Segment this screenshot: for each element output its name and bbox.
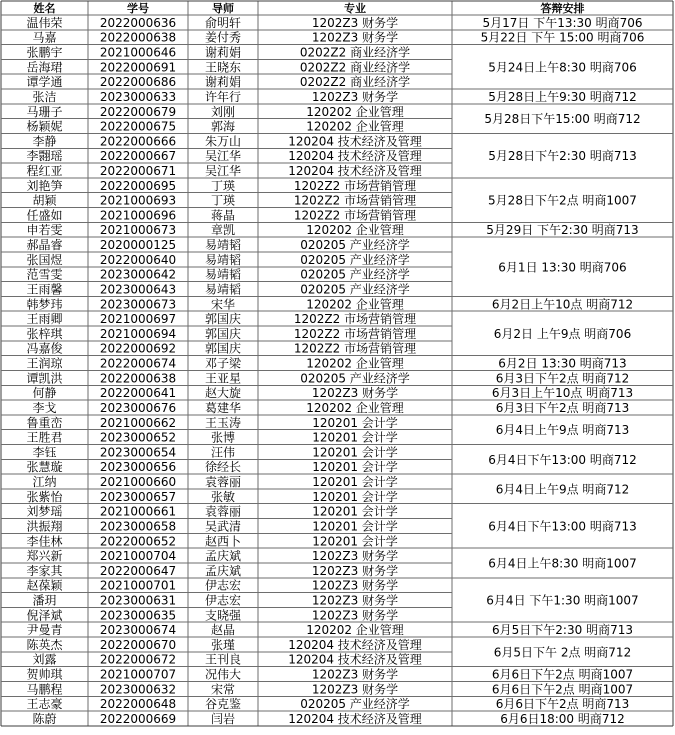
student-id: 2023000674 — [99, 623, 177, 638]
major: 0202Z2 商业经济学 — [299, 60, 411, 75]
student-id: 2022000671 — [99, 164, 177, 179]
student-id: 2022000692 — [99, 341, 177, 356]
student-name: 王润琼 — [26, 356, 63, 371]
table-row — [26, 415, 397, 430]
defense-arrangement: 6月6日18:00 明商712 — [500, 711, 625, 726]
student-id: 2021000694 — [99, 326, 177, 341]
table-row — [26, 667, 398, 682]
major: 120204 技术经济及管理 — [288, 164, 422, 179]
defense-arrangement: 5月28日下午2:30 明商713 — [488, 149, 637, 164]
table-row — [26, 622, 403, 637]
student-name: 范雪雯 — [26, 267, 63, 282]
advisor-name: 郭海 — [210, 119, 236, 134]
table-row — [26, 281, 409, 296]
advisor-name: 王刊良 — [204, 652, 242, 667]
advisor-name: 章凯 — [210, 223, 236, 238]
student-name: 李静 — [32, 134, 57, 149]
student-name: 洪振翔 — [26, 519, 63, 534]
student-id: 2022000686 — [99, 75, 177, 90]
student-id: 2023000657 — [99, 489, 177, 504]
student-name: 马嘉 — [32, 30, 57, 45]
defense-arrangement: 5月28日上午9:30 明商712 — [488, 89, 637, 104]
advisor-name: 孟庆斌 — [204, 563, 242, 578]
table-row — [26, 696, 409, 711]
major: 1202Z3 财务学 — [311, 386, 399, 401]
table-row — [26, 370, 409, 385]
student-id: 2023000633 — [99, 89, 177, 104]
major: 1202Z2 市场营销管理 — [293, 312, 417, 327]
student-id: 2023000676 — [99, 400, 177, 415]
advisor-name: 谢莉娟 — [204, 75, 242, 90]
student-name: 谭学通 — [26, 75, 63, 90]
defense-arrangement: 5月22日 下午 15:00 明商706 — [480, 30, 645, 45]
student-name: 倪泽斌 — [26, 608, 63, 623]
major: 020205 产业经济学 — [300, 252, 410, 267]
student-id: 2023000658 — [99, 519, 177, 534]
student-name: 郑兴新 — [26, 549, 63, 564]
major: 1202Z2 市场营销管理 — [293, 178, 417, 193]
major: 1202Z2 市场营销管理 — [293, 326, 417, 341]
defense-arrangement: 5月28日下午15:00 明商712 — [484, 112, 641, 127]
advisor-name: 汪伟 — [210, 445, 236, 460]
student-name: 杨颖妮 — [26, 119, 63, 134]
table-row — [26, 45, 410, 60]
major: 1202Z2 市场营销管理 — [293, 341, 417, 356]
student-id: 2023000635 — [99, 608, 177, 623]
student-id: 2021000704 — [99, 549, 177, 564]
advisor-name: 孟庆斌 — [204, 549, 242, 564]
table-row — [26, 578, 398, 593]
header-name: 姓名 — [33, 2, 56, 15]
table-row — [26, 311, 416, 326]
major: 120202 企业管理 — [306, 356, 404, 371]
advisor-name: 况伟大 — [204, 667, 242, 682]
student-id: 2022000675 — [99, 119, 177, 134]
major: 120202 企业管理 — [306, 119, 404, 134]
defense-arrangement: 6月5日下午 2点 明商712 — [493, 645, 632, 660]
student-id: 2023000632 — [99, 682, 177, 697]
student-name: 程红亚 — [26, 164, 63, 179]
student-name: 李戈 — [32, 400, 57, 415]
major: 120201 会计学 — [312, 430, 398, 445]
student-id: 2022000648 — [99, 697, 177, 712]
advisor-name: 葛建华 — [204, 400, 242, 415]
major: 0202Z2 商业经济学 — [299, 75, 411, 90]
table-row — [26, 178, 416, 193]
advisor-name: 刘刚 — [210, 104, 236, 119]
advisor-name: 谢莉娟 — [204, 45, 242, 60]
defense-arrangement: 6月3日下午2点 明商712 — [495, 371, 630, 386]
table-row — [26, 326, 416, 341]
advisor-name: 俞明轩 — [204, 15, 242, 30]
student-id: 2022000647 — [99, 563, 177, 578]
defense-arrangement: 5月17日 下午13:30 明商706 — [482, 15, 643, 30]
advisor-name: 吴江华 — [204, 164, 242, 179]
student-name: 岳海珺 — [26, 60, 63, 75]
defense-arrangement: 6月6日下午2点 明商1007 — [491, 667, 634, 682]
major: 1202Z3 财务学 — [311, 89, 399, 104]
table-row — [26, 104, 403, 119]
table-row — [26, 222, 403, 237]
student-id: 2022000636 — [99, 15, 177, 30]
student-id: 2022000679 — [99, 104, 177, 119]
defense-arrangement: 6月4日 下午1:30 明商1007 — [486, 593, 639, 608]
major: 1202Z3 财务学 — [311, 549, 399, 564]
student-id: 2023000673 — [99, 297, 177, 312]
student-id: 2022000667 — [99, 149, 177, 164]
advisor-name: 蒋晶 — [210, 208, 236, 223]
defense-arrangement: 6月2日上午10点 明商712 — [491, 297, 634, 312]
table-row — [26, 296, 403, 311]
major: 1202Z3 财务学 — [311, 30, 399, 45]
student-id: 2022000666 — [99, 134, 177, 149]
student-name: 刘露 — [32, 652, 57, 667]
student-name: 张梓琪 — [26, 326, 63, 341]
student-id: 2023000642 — [99, 267, 177, 282]
student-name: 王雨卿 — [26, 312, 63, 327]
student-name: 刘梦瑶 — [26, 504, 63, 519]
header-arrangement: 答辩安排 — [540, 2, 585, 15]
student-id: 2022000672 — [99, 652, 177, 667]
major: 120202 企业管理 — [306, 104, 404, 119]
major: 1202Z3 财务学 — [311, 15, 399, 30]
major: 120204 技术经济及管理 — [288, 637, 422, 652]
student-id: 2021000661 — [99, 504, 177, 519]
major: 120204 技术经济及管理 — [288, 711, 422, 726]
student-name: 马鹏程 — [26, 682, 63, 697]
student-id: 2021000693 — [99, 193, 177, 208]
advisor-name: 吴江华 — [204, 149, 242, 164]
table-row — [32, 30, 398, 45]
table-row — [26, 459, 397, 474]
table-row — [26, 252, 409, 267]
student-name: 任盛如 — [26, 208, 63, 223]
advisor-name: 丁瑛 — [210, 193, 236, 208]
advisor-name: 朱万山 — [204, 134, 242, 149]
major: 020205 产业经济学 — [300, 371, 410, 386]
table-row — [26, 563, 398, 578]
defense-arrangement: 6月4日下午13:00 明商712 — [488, 452, 637, 467]
major: 120201 会计学 — [312, 475, 398, 490]
major: 020205 产业经济学 — [300, 282, 410, 297]
major: 120204 技术经济及管理 — [288, 652, 422, 667]
student-id: 2022000691 — [99, 60, 177, 75]
table-row — [32, 133, 421, 148]
advisor-name: 张博 — [210, 430, 236, 445]
table-row — [32, 474, 397, 489]
major: 020205 产业经济学 — [300, 238, 410, 253]
table-row — [26, 119, 403, 134]
student-id: 2021000707 — [99, 667, 177, 682]
student-name: 谭凯洪 — [26, 371, 63, 386]
table-row — [26, 681, 398, 696]
table-row — [26, 489, 397, 504]
student-id: 2022000638 — [99, 371, 177, 386]
table-row — [32, 444, 397, 459]
defense-arrangement: 6月2日 13:30 明商713 — [498, 356, 627, 371]
table-row — [26, 430, 397, 445]
student-id: 2021000673 — [99, 223, 177, 238]
student-name: 刘艳笋 — [26, 178, 63, 193]
advisor-name: 张敏 — [210, 489, 236, 504]
student-id: 2023000643 — [99, 282, 177, 297]
student-name: 冯嘉俊 — [26, 341, 63, 356]
table-row — [32, 652, 421, 667]
student-name: 贺帅琪 — [26, 667, 63, 682]
table-row — [26, 163, 421, 178]
student-name: 江纳 — [32, 475, 57, 490]
student-name: 陈蔚 — [32, 711, 57, 726]
advisor-name: 赵西卜 — [204, 534, 242, 549]
table-row — [26, 504, 397, 519]
major: 120202 企业管理 — [306, 223, 404, 238]
table-header — [34, 1, 585, 15]
major: 1202Z3 财务学 — [311, 578, 399, 593]
table-row — [26, 637, 421, 652]
student-name: 李佳林 — [26, 534, 63, 549]
defense-arrangement: 6月2日 上午9点 明商706 — [493, 326, 632, 341]
advisor-name: 袁蓉丽 — [204, 504, 242, 519]
advisor-name: 郭国庆 — [204, 341, 242, 356]
major: 0202Z2 商业经济学 — [299, 45, 411, 60]
major: 1202Z3 财务学 — [311, 608, 399, 623]
defense-arrangement: 6月6日下午2点 明商713 — [495, 697, 630, 712]
table-row — [26, 607, 398, 622]
major: 1202Z2 市场营销管理 — [293, 208, 417, 223]
advisor-name: 伊志宏 — [204, 578, 242, 593]
advisor-name: 易靖韬 — [204, 252, 242, 267]
advisor-name: 王亚星 — [204, 371, 242, 386]
student-id: 2021000696 — [99, 208, 177, 223]
student-id: 2022000669 — [99, 711, 177, 726]
student-name: 温伟荣 — [26, 15, 63, 30]
header-major: 专业 — [344, 2, 366, 15]
advisor-name: 易靖韬 — [204, 282, 242, 297]
student-name: 张慧璇 — [26, 460, 63, 475]
student-name: 申若雯 — [26, 223, 63, 238]
advisor-name: 谷克鉴 — [204, 697, 242, 712]
table-row — [26, 356, 403, 371]
defense-arrangement: 6月1日 13:30 明商706 — [498, 260, 627, 275]
table-row — [26, 59, 410, 74]
advisor-name: 王晓东 — [204, 60, 242, 75]
major: 120202 企业管理 — [306, 400, 404, 415]
table-row — [26, 518, 397, 533]
header-student-id: 学号 — [127, 2, 149, 15]
defense-arrangement: 5月24日上午8:30 明商706 — [488, 60, 637, 75]
advisor-name: 徐经长 — [204, 460, 242, 475]
major: 120201 会计学 — [312, 489, 398, 504]
advisor-name: 张瑾 — [210, 637, 236, 652]
student-id: 2023000631 — [99, 593, 177, 608]
student-id: 2023000652 — [99, 430, 177, 445]
student-name: 张紫怡 — [26, 489, 63, 504]
advisor-name: 吴武清 — [204, 519, 242, 534]
table-row — [26, 533, 397, 548]
student-name: 赵葆颖 — [26, 578, 63, 593]
defense-arrangement: 6月3日上午10点 明商713 — [491, 386, 634, 401]
table-row — [32, 89, 398, 104]
student-name: 鲁重峦 — [26, 415, 63, 430]
major: 020205 产业经济学 — [300, 697, 410, 712]
table-row — [32, 385, 398, 400]
table-row — [32, 711, 421, 726]
defense-arrangement: 6月4日下午13:00 明商713 — [488, 519, 637, 534]
advisor-name: 邓子梁 — [204, 356, 242, 371]
student-name: 马珊子 — [26, 104, 63, 119]
advisor-name: 易靖韬 — [204, 267, 242, 282]
advisor-name: 赵晶 — [210, 623, 236, 638]
arrangement-column — [481, 15, 645, 726]
advisor-name: 宋华 — [210, 297, 236, 312]
advisor-name: 郭国庆 — [204, 326, 242, 341]
major: 120202 企业管理 — [306, 623, 404, 638]
advisor-name: 郭国庆 — [204, 312, 242, 327]
student-name: 李家其 — [26, 563, 63, 578]
major: 120202 企业管理 — [306, 297, 404, 312]
table-row — [26, 237, 409, 252]
table-row — [26, 207, 416, 222]
advisor-name: 姜付秀 — [204, 30, 242, 45]
student-id: 2022000652 — [99, 534, 177, 549]
student-name: 张国煜 — [26, 252, 63, 267]
student-id: 2021000660 — [99, 475, 177, 490]
major: 120201 会计学 — [312, 415, 398, 430]
student-id: 2023000654 — [99, 445, 177, 460]
advisor-name: 宋常 — [210, 682, 236, 697]
advisor-name: 赵大旋 — [204, 386, 242, 401]
student-id: 2021000646 — [99, 45, 177, 60]
defense-arrangement: 6月3日下午2点 明商713 — [495, 400, 630, 415]
student-name: 王胜君 — [26, 430, 63, 445]
major: 020205 产业经济学 — [300, 267, 410, 282]
student-name: 郝晶睿 — [26, 238, 63, 253]
student-name: 潘玥 — [32, 593, 57, 608]
major: 120201 会计学 — [312, 460, 398, 475]
major: 1202Z2 市场营销管理 — [293, 193, 417, 208]
table-row — [26, 15, 398, 30]
table-row — [32, 592, 398, 607]
student-id: 2022000674 — [99, 356, 177, 371]
student-name: 张鹏宇 — [26, 45, 63, 60]
major: 1202Z3 财务学 — [311, 593, 399, 608]
advisor-name: 伊志宏 — [204, 593, 242, 608]
advisor-name: 易靖韬 — [204, 238, 242, 253]
student-name: 王志豪 — [26, 697, 63, 712]
advisor-name: 袁蓉丽 — [204, 475, 242, 490]
header-advisor: 导师 — [212, 2, 234, 15]
student-name: 胡颖 — [32, 193, 57, 208]
major: 120201 会计学 — [312, 519, 398, 534]
defense-arrangement: 6月4日上午9点 明商712 — [495, 482, 630, 497]
student-name: 李钰 — [32, 445, 57, 460]
major: 120204 技术经济及管理 — [288, 134, 422, 149]
student-id: 2022000695 — [99, 178, 177, 193]
student-id: 2022000638 — [99, 30, 177, 45]
major: 1202Z3 财务学 — [311, 563, 399, 578]
advisor-name: 闫岩 — [210, 711, 236, 726]
defense-arrangement: 6月4日上午9点 明商713 — [495, 423, 630, 438]
table-row — [32, 193, 416, 208]
major: 120204 技术经济及管理 — [288, 149, 422, 164]
major: 120201 会计学 — [312, 504, 398, 519]
student-name: 韩梦玮 — [26, 297, 63, 312]
advisor-name: 许年行 — [204, 89, 242, 104]
major: 120201 会计学 — [312, 445, 398, 460]
student-name: 张洁 — [32, 89, 57, 104]
student-name: 王雨馨 — [26, 282, 63, 297]
student-id: 2020000125 — [99, 238, 177, 253]
advisor-name: 支晓强 — [204, 608, 242, 623]
student-id: 2022000640 — [99, 252, 177, 267]
defense-arrangement: 5月29日 下午2:30 明商713 — [486, 223, 639, 238]
table-row — [26, 74, 410, 89]
student-id: 2022000670 — [99, 637, 177, 652]
advisor-name: 丁瑛 — [210, 178, 236, 193]
student-id: 2021000701 — [99, 578, 177, 593]
table-row — [26, 267, 409, 282]
defense-arrangement: 6月5日下午2:30 明商713 — [492, 623, 633, 638]
student-name: 陈英杰 — [26, 637, 63, 652]
student-id: 2021000662 — [99, 415, 177, 430]
table-row — [26, 548, 398, 563]
student-name: 尹曼青 — [26, 623, 63, 638]
major: 1202Z3 财务学 — [311, 667, 399, 682]
major: 120201 会计学 — [312, 534, 398, 549]
student-name: 何静 — [32, 386, 57, 401]
table-row — [26, 341, 416, 356]
advisor-name: 王玉涛 — [204, 415, 242, 430]
defense-arrangement: 6月6日下午2点 明商1007 — [491, 682, 634, 697]
defense-arrangement: 5月28日下午2点 明商1007 — [488, 193, 637, 208]
student-id: 2023000656 — [99, 460, 177, 475]
table-row — [26, 148, 421, 163]
student-id: 2022000641 — [99, 386, 177, 401]
major: 1202Z3 财务学 — [311, 682, 399, 697]
student-id: 2021000697 — [99, 312, 177, 327]
student-name: 李翾瑶 — [26, 149, 63, 164]
defense-arrangement: 6月4日上午8:30 明商1007 — [488, 556, 637, 571]
